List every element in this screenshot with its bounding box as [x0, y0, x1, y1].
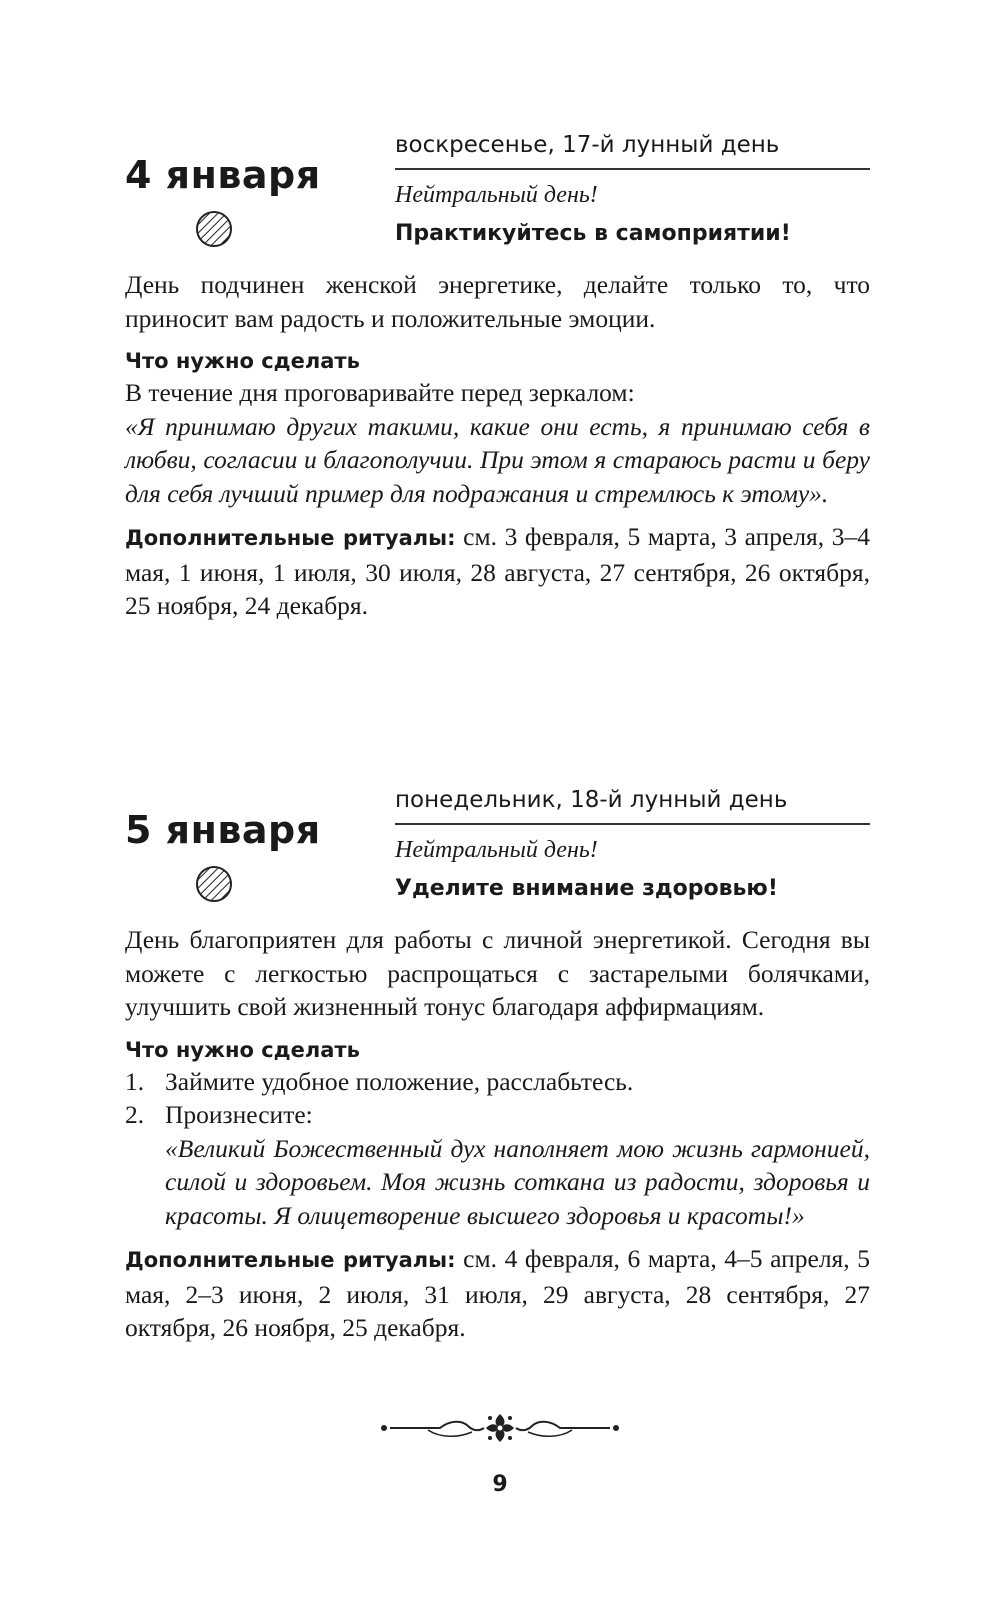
page-number: 9: [492, 1472, 508, 1497]
list-item: [125, 1065, 870, 1099]
step-text: Произнесите:: [165, 1100, 313, 1129]
intro-paragraph: День подчинен женской энергетике, делайте только то, что приносит вам радость и положительные эмоции.: [125, 270, 870, 333]
header-divider: [395, 168, 870, 170]
weekday-lunar-day: воскресенье, 17-й лунный день: [395, 132, 780, 158]
step-text: Займите удобное положение, расслабьтесь.: [165, 1066, 634, 1096]
entry-body: [125, 923, 870, 1345]
practice-title: Уделите внимание здоровью!: [395, 876, 778, 901]
entry-date: 4 января: [125, 153, 321, 197]
intro-paragraph: День благоприятен для работы с личной энергетикой. Сегодня вы можете с легкостью распрощаться с застарелыми болячками, улучшить свой жизненный тонус благодаря аффирмациям.: [125, 925, 870, 1021]
day-type: Нейтральный день!: [395, 182, 598, 208]
entry-header: [395, 128, 870, 249]
entry-date: 5 января: [125, 808, 321, 852]
list-item: [125, 1098, 870, 1232]
entry-header: [395, 783, 870, 904]
additional-rituals: [125, 520, 870, 623]
entry-body: [125, 268, 870, 623]
header-divider: [395, 823, 870, 825]
todo-heading: Что нужно сделать: [125, 1037, 360, 1062]
rituals-label: Дополнительные ритуалы:: [125, 526, 456, 550]
day-type: Нейтральный день!: [395, 837, 598, 863]
step-number: 1.: [125, 1066, 145, 1096]
rituals-dates: см. 3 февраля, 5 марта, 3 апреля, 3–4 мая, 1 июня, 1 июля, 30 июля, 28 августа, 27 сентября, 26 октября, 25 ноября, 24 декабря.: [125, 522, 870, 620]
hatched-moon-icon: [195, 865, 233, 903]
floral-divider-icon: [380, 1408, 620, 1448]
steps-list: [125, 1065, 870, 1233]
hatched-moon-icon: [195, 210, 233, 248]
todo-text: В течение дня проговаривайте перед зеркалом:: [125, 378, 635, 407]
affirmation-quote: «Я принимаю других такими, какие они есть, я принимаю себя в любви, согласии и благополучии. При этом я стараюсь расти и беру для себя лучший пример для подражания и стремлюсь к этому».: [125, 411, 870, 508]
rituals-label: Дополнительные ритуалы:: [125, 1248, 456, 1272]
practice-title: Практикуйтесь в самоприятии!: [395, 221, 791, 246]
rituals-dates: см. 4 февраля, 6 марта, 4–5 апреля, 5 мая, 2–3 июня, 2 июля, 31 июля, 29 августа, 28 сентября, 27 октября, 26 ноября, 25 декабря.: [125, 1244, 870, 1342]
affirmation-quote: «Великий Божественный дух наполняет мою жизнь гармонией, силой и здоровьем. Моя жизнь соткана из радости, здоровья и красоты. Я олицетворение высшего здоровья и красоты!»: [165, 1133, 870, 1230]
additional-rituals: [125, 1242, 870, 1345]
weekday-lunar-day: понедельник, 18-й лунный день: [395, 787, 788, 813]
todo-heading: Что нужно сделать: [125, 349, 360, 373]
step-number: 2.: [125, 1100, 145, 1129]
